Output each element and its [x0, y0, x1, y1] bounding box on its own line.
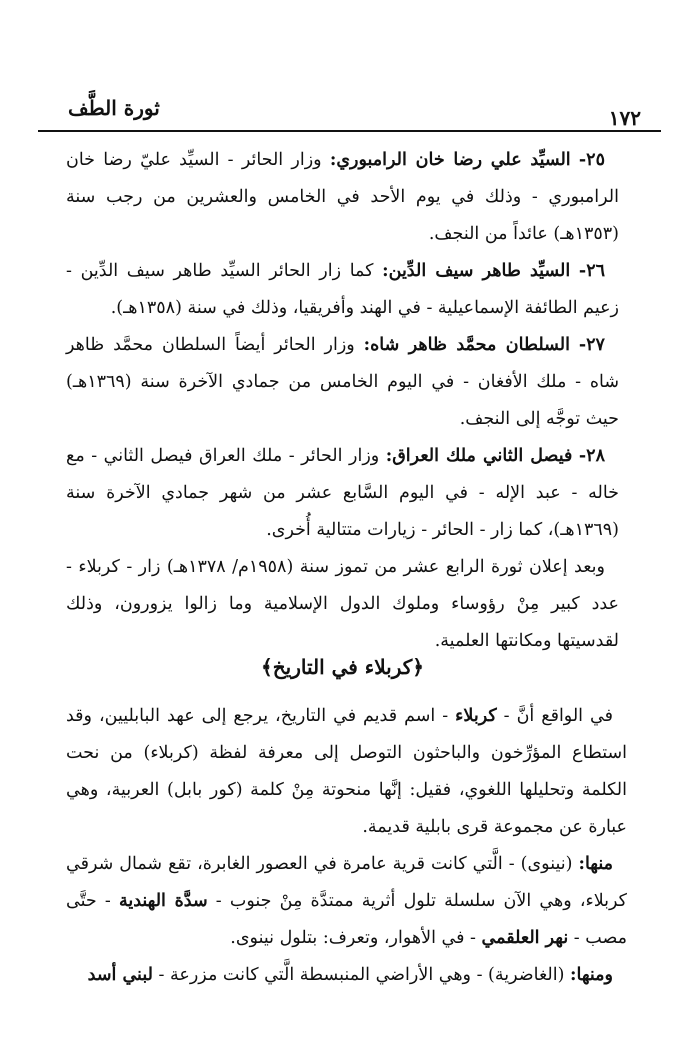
text-run: - اسم قديم في التاريخ، يرجع إلى عهد البابليين، وقد استطاع المؤرِّخون والباحثون التوصل إلى معرفة لفظة (كربلاء) من نحت الكلمة وتحليلها اللغوي، فقيل: إنَّها منحوتة مِنْ كلمة (كور بابل) العربية، وهي عبارة عن مجموعة قرى بابلية قديمة.: [66, 706, 627, 837]
section-heading: ﴿كربلاء في التاريخ﴾: [261, 655, 424, 679]
history-text: [66, 698, 627, 994]
entry-number: ٢٨-: [578, 446, 605, 466]
entry-text: وزار الحائر - السيِّد عليّ رضا خان الرامبوري - وذلك في يوم الأحد في الخامس والعشرين من رجب سنة (١٣٥٣هـ) عائداً من النجف.: [66, 150, 619, 244]
entry-name: فيصل الثاني ملك العراق:: [385, 446, 573, 466]
history-paragraph: [66, 698, 627, 846]
body-text: [66, 142, 619, 660]
entry-name: السلطان محمَّد ظاهر شاه:: [363, 335, 570, 355]
text-run: (نينوى) - الَّتي كانت قرية عامرة في العصور الغابرة، تقع شمال شرقي كربلاء، وهي الآن سلسلة تلول أثرية ممتدَّة مِنْ جنوب -: [66, 854, 627, 911]
entry-text: وزار الحائر - ملك العراق فيصل الثاني - مع خاله - عبد الإله - في اليوم السَّابع عشر من شهر جمادي الآخرة سنة (١٣٦٩هـ)، كما زار - الحائر - زيارات متتالية أُخرى.: [66, 446, 619, 540]
text-run: - في الأهوار، وتعرف: بتلول نينوى.: [230, 928, 476, 948]
history-paragraph: [66, 846, 627, 957]
entry: [66, 142, 619, 253]
emphasis: كربلاء: [455, 706, 497, 726]
entry: [66, 438, 619, 549]
paragraph-label: منها:: [578, 854, 613, 874]
entry: [66, 327, 619, 438]
entry-number: ٢٥-: [578, 150, 605, 170]
entry-text: كما زار الحائر السيِّد طاهر سيف الدِّين - زعيم الطائفة الإسماعيلية - في الهند وأفريقيا، وذلك في سنة (١٣٥٨هـ).: [66, 261, 619, 318]
entry-name: السيِّد طاهر سيف الدِّين:: [382, 261, 571, 281]
page-header: [38, 94, 661, 132]
emphasis: نهر العلقمي: [481, 928, 569, 948]
history-paragraph: [66, 957, 627, 994]
closing-paragraph: وبعد إعلان ثورة الرابع عشر من تموز سنة (١٩٥٨م/ ١٣٧٨هـ) زار - كربلاء - عدد كبير مِنْ رؤوساء وملوك الدول الإسلامية وما زالوا يزورون، وذلك لقدسيتها ومكانتها العلمية.: [66, 557, 619, 651]
entry-number: ٢٦-: [578, 261, 605, 281]
entry-text: وزار الحائر أيضاً السلطان محمَّد ظاهر شاه - ملك الأفغان - في اليوم الخامس من جمادي الآخرة سنة (١٣٦٩هـ) حيث توجَّه إلى النجف.: [66, 335, 619, 429]
entry-name: السيِّد علي رضا خان الرامبوري:: [329, 150, 571, 170]
emphasis: سدَّة الهندية: [118, 891, 208, 911]
emphasis: لبني أسد: [87, 965, 153, 985]
entry: [66, 253, 619, 327]
paragraph-label: ومنها:: [570, 965, 613, 985]
text-run: في الواقع أنَّ -: [503, 706, 613, 726]
page-number: ١٧٢: [608, 106, 641, 130]
text-run: (الغاضرية) - وهي الأراضي المنبسطة الَّتي كانت مزرعة -: [158, 965, 565, 985]
running-title: ثورة الطَّف: [68, 96, 160, 120]
entry-number: ٢٧-: [578, 335, 605, 355]
text-run: - حتَّى مصب -: [66, 891, 627, 948]
